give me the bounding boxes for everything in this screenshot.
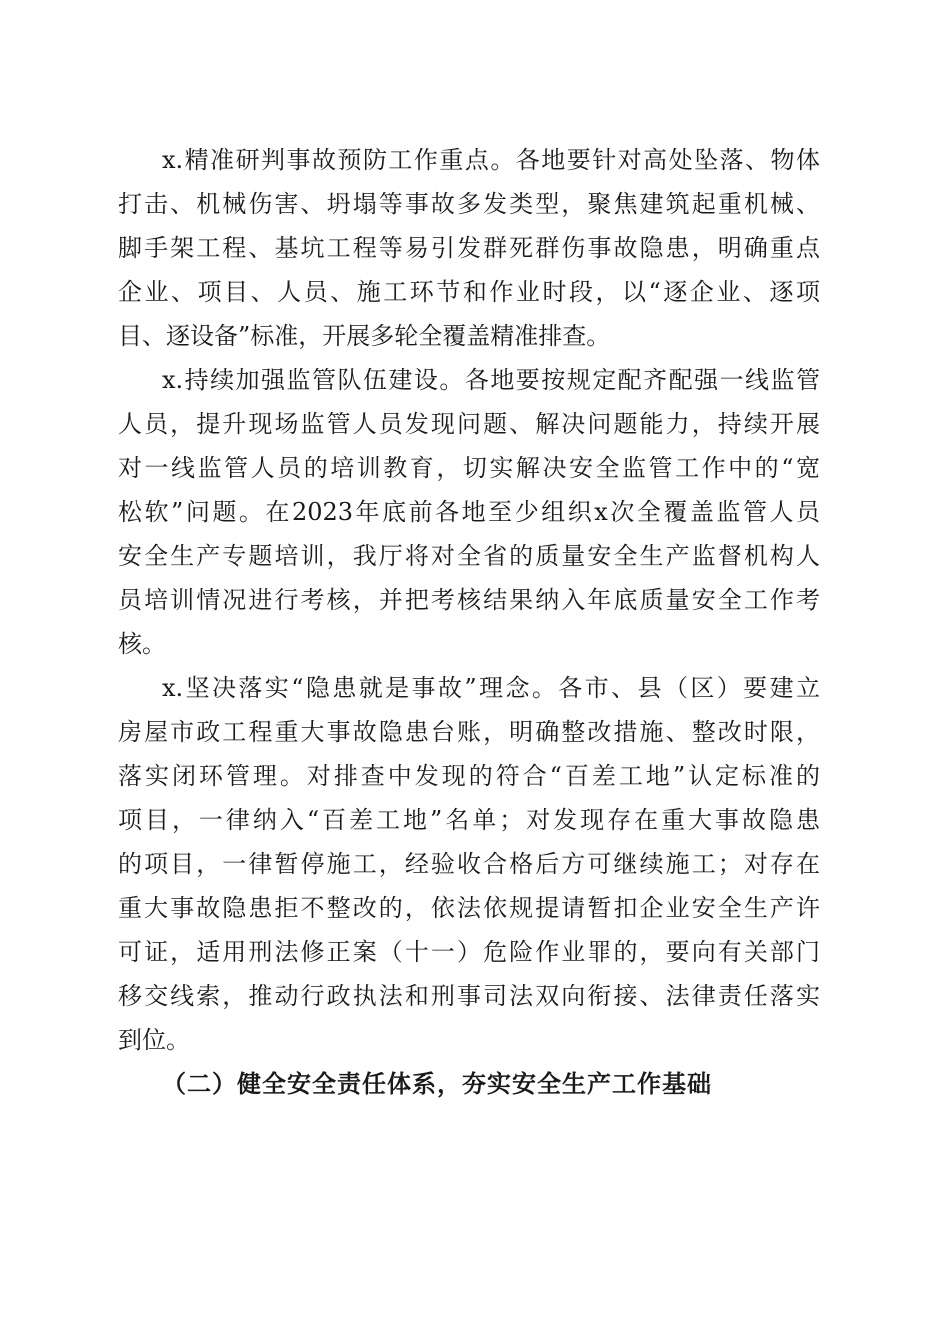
paragraph-accident-prevention	[118, 138, 820, 358]
paragraph-line: 核。	[118, 630, 166, 658]
paragraph-line: 人员，提升现场监管人员发现问题、解决问题能力，持续开展	[118, 410, 820, 438]
paragraph-line: 可证，适用刑法修正案（十一）危险作业罪的，要向有关部门	[118, 938, 820, 966]
document-body	[118, 138, 820, 1106]
paragraph-line: 对一线监管人员的培训教育，切实解决安全监管工作中的“宽	[118, 454, 820, 482]
paragraph-line: x.精准研判事故预防工作重点。各地要针对高处坠落、物体	[162, 146, 820, 174]
paragraph-line: 到位。	[118, 1026, 190, 1054]
paragraph-line: 项目，一律纳入“百差工地”名单；对发现存在重大事故隐患	[118, 806, 820, 834]
paragraph-line: 落实闭环管理。对排查中发现的符合“百差工地”认定标准的	[118, 762, 820, 790]
paragraph-line: 重大事故隐患拒不整改的，依法依规提请暂扣企业安全生产许	[118, 894, 820, 922]
section-heading: （二）健全安全责任体系，夯实安全生产工作基础	[162, 1069, 712, 1098]
paragraph-line: 目、逐设备”标准，开展多轮全覆盖精准排查。	[118, 322, 611, 350]
paragraph-hazard-concept	[118, 666, 820, 1062]
paragraph-line: 安全生产专题培训，我厅将对全省的质量安全生产监督机构人	[118, 542, 820, 570]
paragraph-line: 的项目，一律暂停施工，经验收合格后方可继续施工；对存在	[118, 850, 820, 878]
paragraph-line: x.坚决落实“隐患就是事故”理念。各市、县（区）要建立	[162, 674, 820, 702]
paragraph-line: 松软”问题。在2023年底前各地至少组织x次全覆盖监管人员	[118, 498, 820, 526]
paragraph-line: 企业、项目、人员、施工环节和作业时段，以“逐企业、逐项	[118, 278, 820, 306]
paragraph-line: 房屋市政工程重大事故隐患台账，明确整改措施、整改时限，	[118, 718, 820, 746]
paragraph-line: x.持续加强监管队伍建设。各地要按规定配齐配强一线监管	[162, 366, 820, 394]
paragraph-line: 员培训情况进行考核，并把考核结果纳入年底质量安全工作考	[118, 586, 820, 614]
paragraph-line: 脚手架工程、基坑工程等易引发群死群伤事故隐患，明确重点	[118, 234, 820, 262]
paragraph-supervision-team	[118, 358, 820, 666]
paragraph-line: 移交线索，推动行政执法和刑事司法双向衔接、法律责任落实	[118, 982, 820, 1010]
paragraph-line: 打击、机械伤害、坍塌等事故多发类型，聚焦建筑起重机械、	[118, 190, 820, 218]
